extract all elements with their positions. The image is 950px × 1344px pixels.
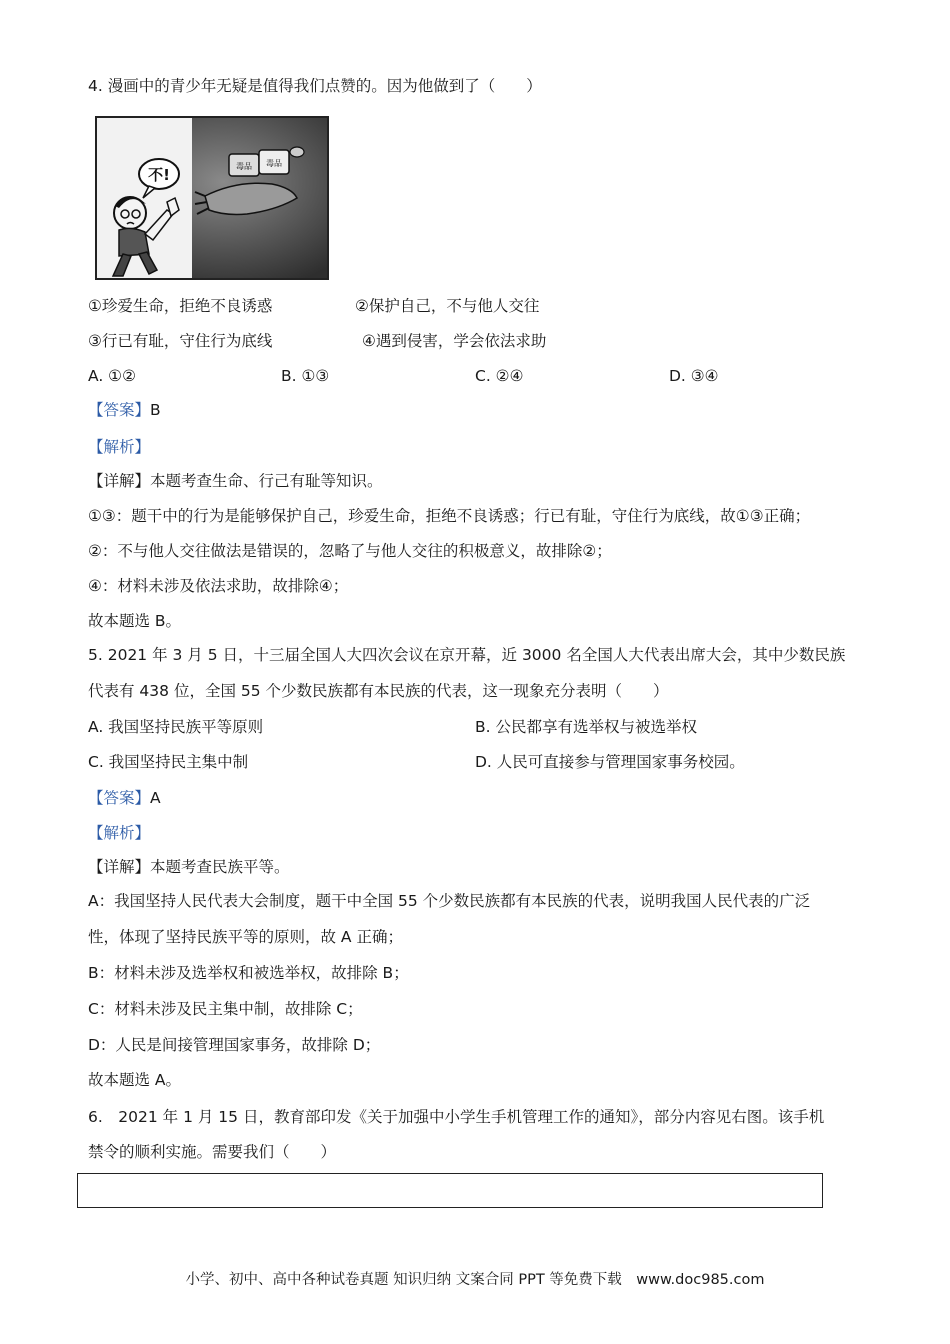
page-footer: 小学、初中、高中各种试卷真题 知识归纳 文案合同 PPT 等免费下载 www.doc985.com (185, 1272, 765, 1288)
q5-option-b: B. 公民都享有选举权与被选举权 (475, 718, 697, 736)
answer-tag: 【答案】 (88, 401, 151, 419)
cartoon-image (95, 116, 329, 280)
q4-line-1: ①③：题干中的行为是能够保护自己，珍爱生命，拒绝不良诱惑；行已有耻，守住行为底线，故①③正确； (88, 507, 811, 525)
q5-option-d: D. 人民可直接参与管理国家事务校园。 (475, 753, 745, 771)
q4-option-a: A. ①② (88, 367, 136, 385)
q4-item-1: ①珍爱生命，拒绝不良诱惑 (88, 297, 273, 315)
q6-stem-1: 6. 2021 年 1 月 15 日，教育部印发《关于加强中小学生手机管理工作的通知》，部分内容见右图。该手机 (88, 1108, 825, 1126)
q4-answer (88, 399, 161, 421)
q5-answer (88, 787, 161, 809)
q4-line-4: 故本题选 B。 (88, 612, 182, 630)
answer-value: A (150, 789, 161, 807)
q4-option-b: B. ①③ (281, 367, 330, 385)
q5-line-5: D：人民是间接管理国家事务，故排除 D； (88, 1036, 381, 1054)
q5-line-6: 故本题选 A。 (88, 1071, 182, 1089)
q5-line-4: C：材料未涉及民主集中制，故排除 C； (88, 1000, 363, 1018)
cartoon-sign-right: 毒品 (266, 159, 282, 168)
q5-stem-2: 代表有 438 位，全国 55 个少数民族都有本民族的代表，这一现象充分表明（ ） (88, 682, 669, 700)
speech-text: 不! (148, 166, 170, 184)
q5-option-a: A. 我国坚持民族平等原则 (88, 718, 264, 736)
q4-option-d: D. ③④ (669, 367, 719, 385)
q5-option-c: C. 我国坚持民主集中制 (88, 753, 249, 771)
q5-detail (88, 856, 290, 878)
q6-stem-2: 禁令的顺利实施。需要我们（ ） (88, 1143, 337, 1161)
q4-detail (88, 470, 383, 492)
cartoon-sign-left: 毒品 (236, 162, 252, 171)
q4-item-2: ②保护自己，不与他人交往 (355, 297, 540, 315)
q6-image-frame (77, 1173, 823, 1208)
q5-line-1: A：我国坚持人民代表大会制度，题干中全国 55 个少数民族都有本民族的代表，说明我国人民代表的广泛 (88, 892, 811, 910)
q5-stem-1: 5. 2021 年 3 月 5 日，十三届全国人大四次会议在京开幕，近 3000 名全国人大代表出席大会，其中少数民族 (88, 646, 846, 664)
q4-line-3: ④：材料未涉及依法求助，故排除④； (88, 577, 349, 595)
q4-analysis-tag: 【解析】 (88, 438, 151, 456)
q4-stem: 4. 漫画中的青少年无疑是值得我们点赞的。因为他做到了（ ） (88, 77, 542, 95)
q4-line-2: ②：不与他人交往做法是错误的，忽略了与他人交往的积极意义，故排除②； (88, 542, 612, 560)
detail-text: 本题考查生命、行己有耻等知识。 (150, 472, 383, 490)
detail-tag: 【详解】 (88, 472, 151, 490)
detail-text: 本题考查民族平等。 (150, 858, 290, 876)
q5-analysis-tag: 【解析】 (88, 824, 151, 842)
q5-line-3: B：材料未涉及选举权和被选举权，故排除 B； (88, 964, 409, 982)
q5-line-2: 性，体现了坚持民族平等的原则，故 A 正确； (88, 928, 403, 946)
answer-tag: 【答案】 (88, 789, 151, 807)
q4-item-3: ③行已有耻，守住行为底线 (88, 332, 273, 350)
answer-value: B (150, 401, 161, 419)
cartoon-drawing (97, 118, 327, 278)
q4-option-c: C. ②④ (475, 367, 524, 385)
detail-tag: 【详解】 (88, 858, 151, 876)
q4-item-4: ④遇到侵害，学会依法求助 (362, 332, 547, 350)
